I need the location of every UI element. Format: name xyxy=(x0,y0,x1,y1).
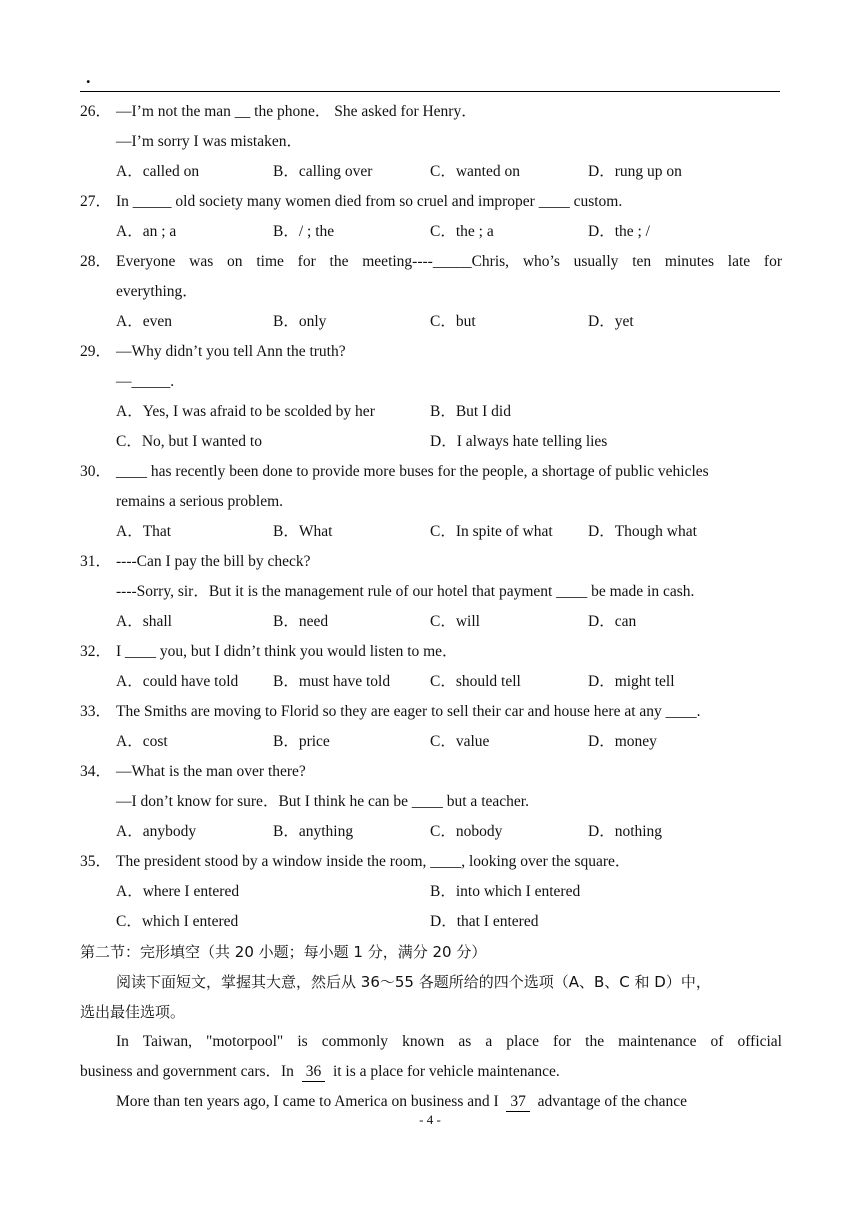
option-d: D．the ; / xyxy=(588,223,650,240)
options-row xyxy=(80,217,782,247)
options-row xyxy=(80,517,782,547)
options-row xyxy=(80,817,782,847)
question-stem: ----Sorry, sir．But it is the management rule of our hotel that payment ____ be made in cash. xyxy=(116,583,695,600)
option-b: B．price xyxy=(273,733,330,750)
option-b: B．calling over xyxy=(273,163,373,180)
question-29: 29． —Why didn’t you tell Ann the truth? xyxy=(80,337,782,367)
options-row xyxy=(80,397,782,427)
options-row xyxy=(80,667,782,697)
options-row xyxy=(80,607,782,637)
option-c: C．but xyxy=(430,313,476,330)
question-31: 31． ----Can I pay the bill by check? xyxy=(80,547,782,577)
question-stem: ____ has recently been done to provide more buses for the people, a shortage of public vehicles xyxy=(116,463,709,480)
option-a: A．cost xyxy=(116,733,168,750)
option-c: C．In spite of what xyxy=(430,523,553,540)
page-number: - 4 - xyxy=(419,1112,441,1127)
option-c: C．value xyxy=(430,733,490,750)
question-stem: —I don’t know for sure．But I think he can be ____ but a teacher. xyxy=(116,793,529,810)
option-a: A．shall xyxy=(116,613,172,630)
question-stem: —I’m sorry I was mistaken． xyxy=(116,133,302,150)
section-instruction: 阅读下面短文，掌握其大意，然后从 36～55 各题所给的四个选项（A、B、C 和 D）中， xyxy=(116,973,711,991)
option-a: A．an ; a xyxy=(116,223,177,240)
option-d: D．might tell xyxy=(588,673,675,690)
question-33: 33． The Smiths are moving to Florid so they are eager to sell their car and house here at any ____. xyxy=(80,697,782,727)
option-d: D．Though what xyxy=(588,523,697,540)
question-stem: Everyone was on time for the meeting----_____Chris, who’s usually ten minutes late for xyxy=(116,253,782,270)
passage-line: business and government cars．In 36 it is a place for vehicle maintenance. xyxy=(80,1063,560,1080)
blank-37: 37 xyxy=(506,1093,530,1112)
options-row xyxy=(80,427,782,457)
option-b: B．only xyxy=(273,313,327,330)
header-dot: . xyxy=(86,67,91,87)
question-stem: ----Can I pay the bill by check? xyxy=(116,553,311,570)
option-b: B．need xyxy=(273,613,329,630)
option-b: B．/ ; the xyxy=(273,223,335,240)
blank-36: 36 xyxy=(302,1063,326,1082)
question-35: 35． The president stood by a window inside the room, ____, looking over the square． xyxy=(80,847,782,877)
option-c: C．No, but I wanted to xyxy=(116,433,262,450)
options-row xyxy=(80,157,782,187)
option-a: A．That xyxy=(116,523,172,540)
option-d: D．that I entered xyxy=(430,913,539,930)
question-stem: The president stood by a window inside the room, ____, looking over the square． xyxy=(116,853,631,870)
question-stem: I ____ you, but I didn’t think you would listen to me． xyxy=(116,643,458,660)
options-row xyxy=(80,727,782,757)
option-b: B．into which I entered xyxy=(430,883,581,900)
option-d: D．I always hate telling lies xyxy=(430,433,608,450)
question-stem: —What is the man over there? xyxy=(116,763,306,780)
question-32: 32． I ____ you, but I didn’t think you would listen to me． xyxy=(80,637,782,667)
option-d: D．nothing xyxy=(588,823,663,840)
option-a: A．even xyxy=(116,313,172,330)
option-b: B．But I did xyxy=(430,403,511,420)
question-stem: everything． xyxy=(116,283,198,300)
questions-content xyxy=(80,97,782,1117)
option-c: C．nobody xyxy=(430,823,503,840)
question-stem: —I’m not the man __ the phone． She asked for Henry． xyxy=(116,103,477,120)
question-stem: remains a serious problem. xyxy=(116,493,284,510)
options-row xyxy=(80,307,782,337)
option-b: B．What xyxy=(273,523,333,540)
section-instruction: 选出最佳选项。 xyxy=(80,1003,186,1021)
question-30: 30． ____ has recently been done to provide more buses for the people, a shortage of public vehicles xyxy=(80,457,782,487)
question-stem: —Why didn’t you tell Ann the truth? xyxy=(116,343,346,360)
passage-line: More than ten years ago, I came to America on business and I 37 advantage of the chance xyxy=(116,1093,687,1110)
option-d: D．money xyxy=(588,733,657,750)
question-stem: —_____. xyxy=(116,373,175,390)
section-heading: 第二节：完形填空（共 20 小题；每小题 1 分，满分 20 分） xyxy=(80,943,487,961)
option-a: A．anybody xyxy=(116,823,197,840)
option-d: D．rung up on xyxy=(588,163,682,180)
question-stem: The Smiths are moving to Florid so they are eager to sell their car and house here at any ____. xyxy=(116,703,701,720)
option-d: D．yet xyxy=(588,313,634,330)
option-c: C．should tell xyxy=(430,673,521,690)
question-stem: In _____ old society many women died from so cruel and improper ____ custom. xyxy=(116,193,623,210)
question-27: 27． In _____ old society many women died from so cruel and improper ____ custom. xyxy=(80,187,782,217)
question-26: 26． —I’m not the man __ the phone． She asked for Henry． xyxy=(80,97,782,127)
option-d: D．can xyxy=(588,613,637,630)
option-c: C．will xyxy=(430,613,480,630)
header-rule xyxy=(80,91,780,92)
option-a: A．called on xyxy=(116,163,200,180)
option-c: C．wanted on xyxy=(430,163,520,180)
option-a: A．Yes, I was afraid to be scolded by her xyxy=(116,403,375,420)
option-b: B．anything xyxy=(273,823,354,840)
options-row xyxy=(80,877,782,907)
question-34: 34． —What is the man over there? xyxy=(80,757,782,787)
passage-line: In Taiwan, "motorpool" is commonly known as a place for the maintenance of official xyxy=(116,1033,782,1050)
option-a: A．could have told xyxy=(116,673,239,690)
option-a: A．where I entered xyxy=(116,883,240,900)
option-c: C．the ; a xyxy=(430,223,494,240)
question-28: 28． Everyone was on time for the meeting----_____Chris, who’s usually ten minutes late for xyxy=(80,247,782,277)
option-b: B．must have told xyxy=(273,673,391,690)
options-row xyxy=(80,907,782,937)
option-c: C．which I entered xyxy=(116,913,239,930)
